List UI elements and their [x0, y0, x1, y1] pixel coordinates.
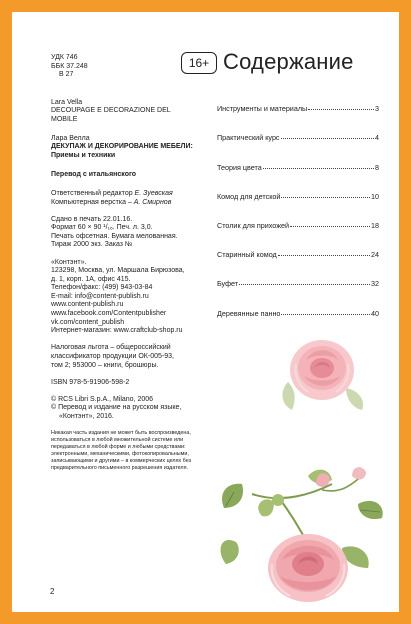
toc-item[interactable] — [217, 192, 379, 201]
original-author: Lara Vella — [51, 98, 83, 106]
print-date: Сдано в печать 22.01.16. — [51, 215, 133, 223]
tax-info — [51, 344, 221, 370]
original-title-line-2: MOBILE — [51, 115, 78, 123]
toc-item-page: 40 — [371, 309, 379, 318]
publisher-facebook: www.facebook.com/Contentpublisher — [51, 310, 167, 318]
toc-item-page: 10 — [371, 192, 379, 201]
notice-line-1: Никакая часть издания не может быть воспроизведена, — [51, 430, 191, 436]
imprint-column — [51, 54, 221, 480]
rose-illustration-bottom — [212, 464, 392, 606]
editor-name: Е. Зуевская — [134, 189, 173, 197]
toc-item[interactable] — [217, 133, 379, 142]
toc-item-page: 3 — [375, 104, 379, 113]
page-number: 2 — [50, 587, 55, 596]
toc-dot-leader — [263, 168, 374, 169]
tax-line-1: Налоговая льгота – общероссийский — [51, 344, 171, 352]
print-format: Формат 60 × 90 ¹/₁₆. Печ. л. 3,0. — [51, 224, 153, 232]
toc-item[interactable] — [217, 221, 379, 230]
editor-credit — [51, 190, 221, 199]
toc-item-page: 4 — [375, 133, 379, 142]
russian-edition — [51, 135, 221, 161]
toc-dot-leader — [281, 197, 370, 198]
publisher-address-2: д. 1, корп. 1А, офис 415. — [51, 275, 131, 283]
publisher-vk: vk.com/content_publish — [51, 318, 125, 326]
original-title-line-1: DECOUPAGE E DECORAZIONE DEL — [51, 107, 171, 115]
credits — [51, 190, 221, 207]
editor-label: Ответственный редактор — [51, 189, 135, 197]
rose-icon — [268, 534, 348, 602]
toc-item[interactable] — [217, 279, 379, 288]
publisher-website: www.content-publish.ru — [51, 301, 124, 309]
rights-notice — [51, 430, 221, 471]
age-rating-badge: 16+ — [181, 52, 217, 74]
author-sign: В 27 — [59, 71, 74, 79]
toc-dot-leader — [278, 255, 370, 256]
toc-item-page: 24 — [371, 250, 379, 259]
toc-item-title: Комод для детской — [217, 192, 281, 201]
translation-note — [51, 171, 221, 180]
book-page — [12, 12, 399, 612]
toc-item-page: 8 — [375, 163, 379, 172]
notice-line-3: передаваться в любой форме и любыми средствами: — [51, 443, 186, 450]
rose-illustration-top — [278, 330, 368, 416]
publisher-name: «Контэнт». — [51, 258, 87, 266]
rose-icon — [290, 340, 354, 400]
toc-item-title: Деревянные панно — [217, 309, 281, 318]
isbn — [51, 379, 221, 388]
layout-credit — [51, 199, 221, 208]
publisher-address-1: 123298, Москва, ул. Маршала Бирюзова, — [51, 267, 185, 275]
isbn-text: ISBN 978-5-91906-598-2 — [51, 378, 130, 386]
toc-title: Содержание — [223, 49, 354, 74]
toc-item-title: Инструменты и материалы — [217, 104, 308, 113]
toc-item-page: 18 — [371, 221, 379, 230]
layout-label: Компьютерная верстка – — [51, 198, 134, 206]
layout-name: А. Смирнов — [133, 198, 172, 206]
tax-line-3: том 2; 953000 – книги, брошюры. — [51, 361, 159, 369]
toc-item[interactable] — [217, 250, 379, 259]
toc-item-title: Теория цвета — [217, 163, 262, 172]
toc-dot-leader — [290, 226, 370, 227]
toc-dot-leader — [239, 284, 370, 285]
toc-item[interactable] — [217, 309, 379, 318]
notice-line-4: электронными, механическими, фотокопировальными, — [51, 450, 189, 457]
print-type: Печать офсетная. Бумага мелованная. — [51, 232, 178, 240]
russian-title-line-1: ДЕКУПАЖ И ДЕКОРИРОВАНИЕ МЕБЕЛИ: — [51, 143, 193, 151]
copyright-original: © RCS Libri S.p.A., Milano, 2006 — [51, 395, 154, 403]
publisher-info — [51, 259, 221, 336]
notice-line-5: записывающими и другими – в коммерческих целях без — [51, 457, 192, 464]
bbk-code: ББК 37.248 — [51, 62, 88, 70]
toc-item-page: 32 — [371, 279, 379, 288]
russian-author: Лара Велла — [51, 134, 90, 142]
toc-item-title: Практический курс — [217, 133, 280, 142]
toc-item[interactable] — [217, 104, 379, 113]
udk-code: УДК 746 — [51, 54, 78, 61]
notice-line-6: предварительного письменного разрешения издателя. — [51, 464, 188, 471]
toc-dot-leader — [308, 109, 374, 110]
russian-title-line-2: Приемы и техники — [51, 151, 116, 159]
publisher-email: E-mail: info@content-publish.ru — [51, 292, 149, 300]
toc-item[interactable] — [217, 163, 379, 172]
copyright — [51, 396, 221, 422]
toc-dot-leader — [281, 138, 374, 139]
publisher-phone: Телефон/факс: (499) 943-03-84 — [51, 284, 153, 292]
copyright-translation-2: «Контэнт», 2016. — [59, 412, 114, 420]
notice-line-2: использоваться в любой множительной системе или — [51, 436, 184, 443]
copyright-translation-1: © Перевод и издание на русском языке, — [51, 404, 182, 412]
toc-item-title: Столик для прихожей — [217, 221, 290, 230]
publisher-shop: Интернет-магазин: www.craftclub-shop.ru — [51, 327, 183, 335]
toc-dot-leader — [281, 314, 370, 315]
print-info — [51, 216, 221, 250]
original-edition — [51, 99, 221, 125]
print-run: Тираж 2000 экз. Заказ № — [51, 241, 133, 249]
toc-item-title: Старинный комод — [217, 250, 277, 259]
translation-text: Перевод с итальянского — [51, 171, 137, 179]
tax-line-2: классификатор продукции ОК-005-93, — [51, 352, 174, 360]
toc-item-title: Буфет — [217, 279, 239, 288]
